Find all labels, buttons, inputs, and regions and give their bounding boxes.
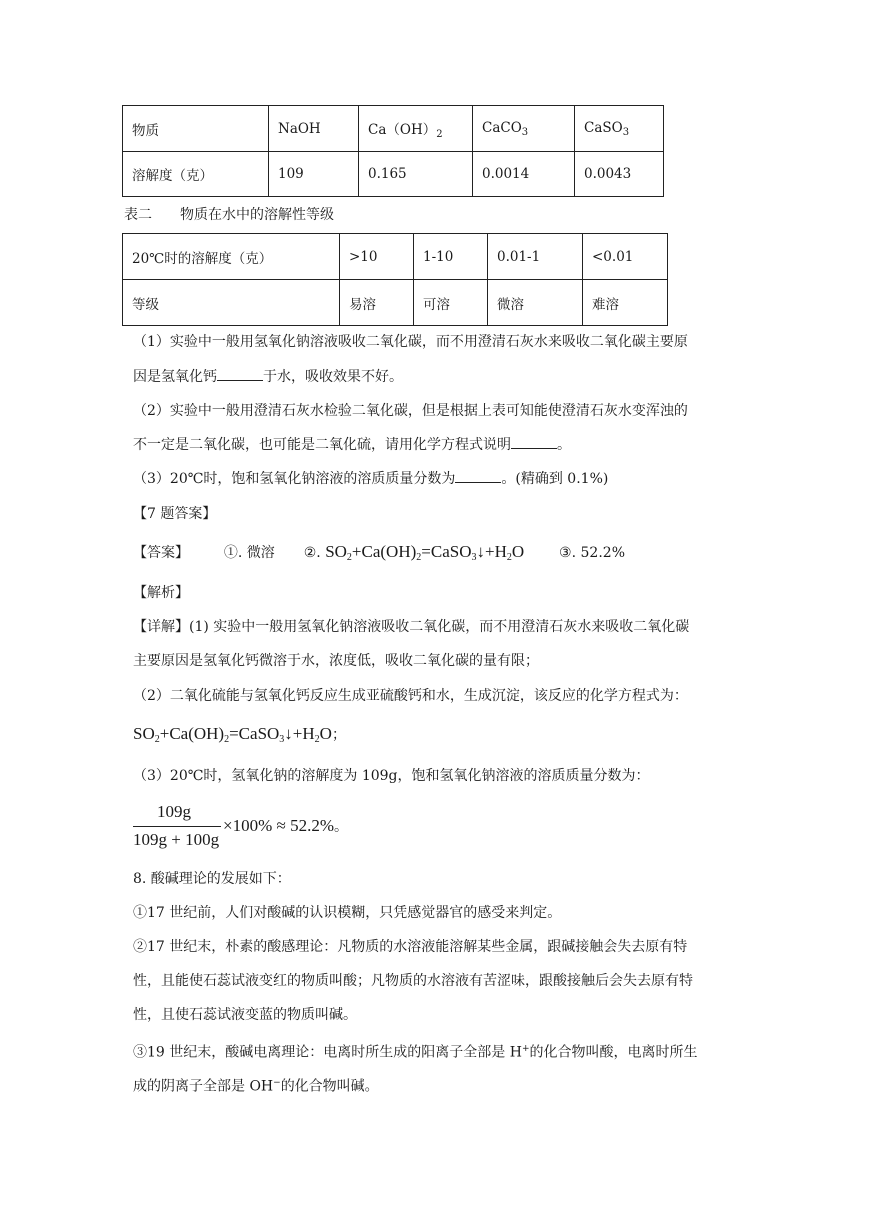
table-cell: 难溶 (583, 280, 668, 326)
answer-header: 【7 题答案】 (133, 506, 217, 522)
question-8-title: 8. 酸碱理论的发展如下： (133, 871, 291, 887)
detail-line-4: （3）20℃时，氢氧化钠的溶解度为 109g，饱和氢氧化钠溶液的溶质质量分数为： (133, 768, 650, 784)
q8-item-2-line-1: ②17 世纪末，朴素的酸感理论：凡物质的水溶液能溶解某些金属，跟碱接触会失去原有特 (133, 939, 688, 955)
fraction-result: ×100% ≈ 52.2%。 (223, 816, 348, 835)
table-cell: CaSO$_3$ (575, 106, 664, 152)
fraction-numerator: 109g (157, 802, 191, 821)
table-row (123, 152, 664, 197)
detail-line-1: 【详解】(1) 实验中一般用氢氧化钠溶液吸收二氧化碳，而不用澄清石灰水来吸收二氧化碳 (133, 619, 690, 635)
table-cell: 可溶 (414, 280, 488, 326)
answer-number: ②. (303, 545, 321, 561)
table-cell: >10 (340, 234, 414, 280)
answer-blank (455, 470, 501, 483)
q8-item-2-line-3: 性，且使石蕊试液变蓝的物质叫碱。 (133, 1007, 357, 1023)
table-cell: 易溶 (340, 280, 414, 326)
reaction-equation: $SO_2+Ca(OH)_2=CaSO_3↓+H_2O$ (133, 724, 332, 745)
table-cell: 109 (269, 152, 359, 197)
question-2-line-2: 不一定是二氧化碳，也可能是二氧化硫，请用化学方程式说明 。 (133, 437, 571, 453)
table-row (123, 106, 664, 152)
fraction-denominator: 109g + 100g (133, 830, 220, 849)
table-cell: $Ca(OH)_2$ (359, 106, 473, 152)
question-1-line-2: 因是氢氧化钙 于水，吸收效果不好。 (133, 369, 403, 385)
table-cell: 物质 (123, 106, 269, 152)
table-cell: 等级 (123, 280, 340, 326)
table-cell: 0.0014 (473, 152, 575, 197)
q8-item-3-line-2: 成的阴离子全部是 OH−的化合物叫碱。 (133, 1078, 379, 1095)
table-row (123, 280, 668, 326)
table-cell: <0.01 (583, 234, 668, 280)
fraction-bar (133, 826, 221, 827)
answer-line (133, 540, 625, 570)
detail-line-2: 主要原因是氢氧化钙微溶于水，浓度低，吸收二氧化碳的量有限； (133, 653, 539, 669)
table-cell: 1-10 (414, 234, 488, 280)
question-3-line: （3）20℃时，饱和氢氧化钠溶液的溶质质量分数为 。(精确到 0.1%) (133, 471, 609, 487)
fraction-expression (133, 802, 393, 854)
table-row (123, 234, 668, 280)
question-2-line-1: （2）实验中一般用澄清石灰水检验二氧化碳，但是根据上表可知能使澄清石灰水变浑浊的 (133, 403, 688, 419)
table-cell: 微溶 (488, 280, 583, 326)
table-cell: 0.01-1 (488, 234, 583, 280)
table-cell: 0.165 (359, 152, 473, 197)
table-cell: CaCO$_3$ (473, 106, 575, 152)
answer-1: 微溶 (246, 545, 275, 561)
answer-blank (217, 368, 263, 381)
answer-label: 【答案】 (133, 545, 189, 561)
answer-blank (511, 436, 557, 449)
table2-caption: 表二 物质在水中的溶解性等级 (124, 207, 334, 223)
answer-number: ①. (223, 545, 243, 561)
answer-2-equation: $SO_2+Ca(OH)_2=CaSO_3↓+H_2O$ (325, 542, 525, 563)
solubility-grade-table (122, 233, 668, 326)
analysis-header: 【解析】 (133, 585, 189, 601)
answer-3: 52.2% (580, 545, 625, 561)
table-cell: 0.0043 (575, 152, 664, 197)
q8-item-1: ①17 世纪前，人们对酸碱的认识模糊，只凭感觉器官的感受来判定。 (133, 905, 562, 921)
solubility-table (122, 105, 664, 197)
q8-item-2-line-2: 性，且能使石蕊试液变红的物质叫酸；凡物质的水溶液有苦涩味，跟酸接触后会失去原有特 (133, 973, 693, 989)
detail-line-3: （2）二氧化硫能与氢氧化钙反应生成亚硫酸钙和水，生成沉淀，该反应的化学方程式为： (133, 688, 688, 704)
table-cell: 溶解度（克） (123, 152, 269, 197)
table-cell: NaOH (269, 106, 359, 152)
question-1-line-1: （1）实验中一般用氢氧化钠溶液吸收二氧化碳，而不用澄清石灰水来吸收二氧化碳主要原 (133, 334, 688, 350)
table-cell: 20℃时的溶解度（克） (123, 234, 340, 280)
q8-item-3-line-1: ③19 世纪末，酸碱电离理论：电离时所生成的阳离子全部是 H+的化合物叫酸，电离时所生 (133, 1044, 698, 1061)
answer-number: ③. (559, 545, 577, 561)
equation-line: $SO_2+Ca(OH)_2=CaSO_3↓+H_2O$； (133, 724, 346, 745)
